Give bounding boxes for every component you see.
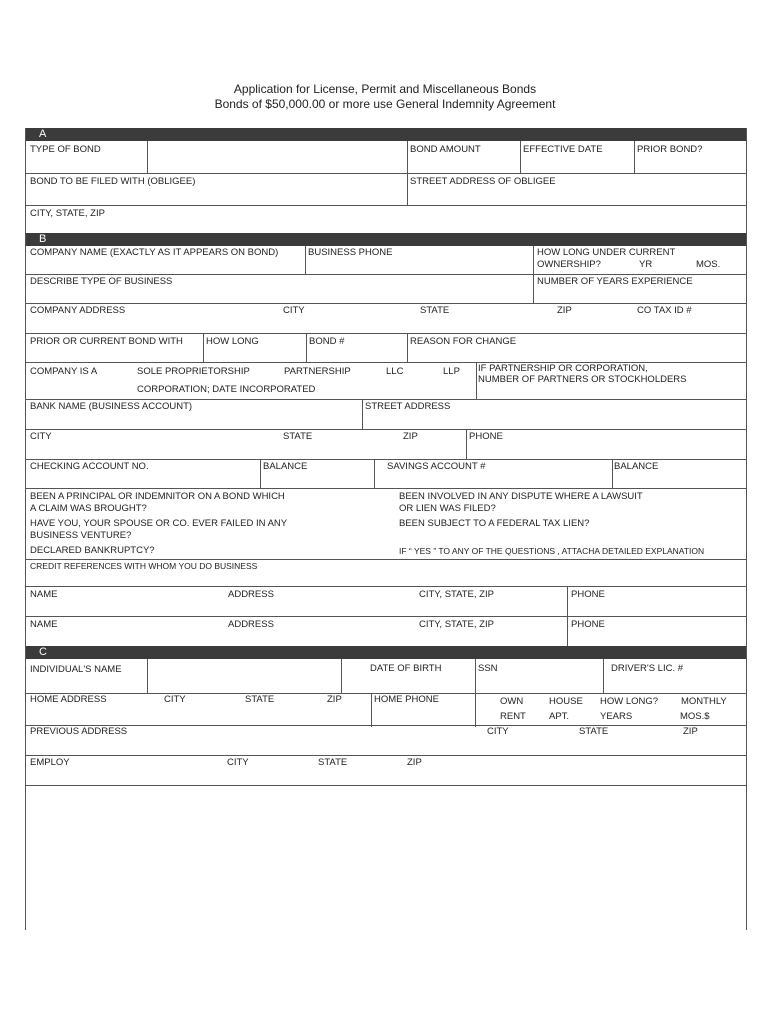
question-failed-label-2: BUSINESS VENTURE? (30, 530, 132, 541)
obligee-city-state-zip-label: CITY, STATE, ZIP (30, 208, 105, 219)
reference-1-address-label: ADDRESS (228, 589, 274, 600)
partnership-option[interactable]: PARTNERSHIP (284, 366, 351, 377)
section-b-header (26, 233, 746, 246)
rule (26, 303, 746, 304)
prior-bond-label: PRIOR BOND? (637, 144, 703, 155)
divider (407, 333, 408, 362)
previous-city-label: CITY (487, 726, 509, 737)
date-of-birth-label: DATE OF BIRTH (370, 663, 442, 674)
years-experience-label: NUMBER OF YEARS EXPERIENCE (537, 276, 693, 287)
employer-label: EMPLOY (30, 757, 70, 768)
divider (371, 693, 372, 727)
question-tax-lien-label: BEEN SUBJECT TO A FEDERAL TAX LIEN? (399, 518, 590, 529)
rule (26, 725, 746, 726)
divider (203, 333, 204, 362)
section-b-label: B (39, 233, 47, 245)
company-city-label: CITY (283, 305, 305, 316)
question-bankruptcy-label: DECLARED BANKRUPTCY? (30, 545, 155, 556)
bank-street-address-label: STREET ADDRESS (365, 401, 451, 412)
reference-1-name-label: NAME (30, 589, 58, 600)
bond-number-label: BOND # (309, 336, 345, 347)
divider (634, 141, 635, 173)
years-residence-label: YEARS (600, 711, 633, 722)
reference-2-address-label: ADDRESS (228, 619, 274, 630)
divider (374, 459, 375, 488)
rule (26, 205, 746, 206)
llc-option[interactable]: LLC (386, 366, 404, 377)
previous-address-label: PREVIOUS ADDRESS (30, 726, 128, 737)
section-c-label: C (39, 646, 47, 658)
months-label: MOS. (696, 259, 721, 270)
form-title: Application for License, Permit and Miscellaneous Bonds (233, 82, 537, 96)
question-claim-label-2: A CLAIM WAS BROUGHT? (30, 503, 147, 514)
how-long-ownership-label: HOW LONG UNDER CURRENT (537, 247, 676, 258)
rule (26, 755, 746, 756)
form-subtitle: Bonds of $50,000.00 or more use General Indemnity Agreement (214, 97, 556, 111)
detailed-explanation-note: IF “ YES ” TO ANY OF THE QUESTIONS , ATTACHA DETAILED EXPLANATION (399, 546, 705, 556)
question-claim-label: BEEN A PRINCIPAL OR INDEMNITOR ON A BOND WHICH (30, 491, 285, 502)
describe-business-label: DESCRIBE TYPE OF BUSINESS (30, 276, 173, 287)
divider (305, 246, 306, 274)
drivers-license-label: DRIVER'S LIC. # (611, 663, 684, 674)
home-phone-label: HOME PHONE (374, 694, 439, 705)
credit-references-label: CREDIT REFERENCES WITH WHOM YOU DO BUSINESS (30, 561, 258, 571)
rule (26, 459, 746, 460)
prior-bond-with-label: PRIOR OR CURRENT BOND WITH (30, 336, 183, 347)
bank-city-label: CITY (30, 431, 52, 442)
ssn-label: SSN (478, 663, 498, 674)
llp-option[interactable]: LLP (443, 366, 460, 377)
divider (466, 429, 467, 459)
divider (476, 362, 477, 399)
street-address-obligee-label: STREET ADDRESS OF OBLIGEE (410, 176, 556, 187)
divider (306, 333, 307, 362)
how-long-ownership-label-2: OWNERSHIP? (537, 259, 601, 270)
home-state-label: STATE (245, 694, 275, 705)
home-zip-label: ZIP (327, 694, 342, 705)
reference-2-city-state-zip-label: CITY, STATE, ZIP (419, 619, 494, 630)
divider (612, 459, 613, 488)
months-amount-label: MOS.$ (680, 711, 710, 722)
corporation-option[interactable]: CORPORATION; DATE INCORPORATED (137, 384, 316, 395)
home-city-label: CITY (164, 694, 186, 705)
reference-1-phone-label: PHONE (571, 589, 605, 600)
rent-option[interactable]: RENT (500, 711, 526, 722)
individual-name-field[interactable] (148, 659, 341, 693)
section-a-header (26, 128, 746, 141)
how-long-label: HOW LONG (206, 336, 259, 347)
previous-zip-label: ZIP (683, 726, 698, 737)
bank-zip-label: ZIP (403, 431, 418, 442)
employer-zip-label: ZIP (407, 757, 422, 768)
savings-balance-label: BALANCE (614, 461, 659, 472)
rule (26, 333, 746, 334)
company-is-a-label: COMPANY IS A (30, 366, 98, 377)
reference-2-phone-label: PHONE (571, 619, 605, 630)
divider (341, 659, 342, 693)
bank-phone-label: PHONE (469, 431, 503, 442)
rule (26, 399, 746, 400)
rule (26, 785, 746, 786)
rule (26, 559, 746, 560)
section-c-header (26, 646, 746, 659)
question-lawsuit-label: BEEN INVOLVED IN ANY DISPUTE WHERE A LAWSUIT (399, 491, 643, 502)
monthly-payment-label: MONTHLY (681, 696, 727, 707)
bond-application-form (25, 128, 747, 930)
reference-2-name-label: NAME (30, 619, 58, 630)
divider (603, 659, 604, 693)
type-of-bond-field[interactable] (148, 141, 406, 173)
sole-proprietorship-option[interactable]: SOLE PROPRIETORSHIP (137, 366, 250, 377)
checking-account-label: CHECKING ACCOUNT NO. (30, 461, 149, 472)
bank-state-label: STATE (283, 431, 313, 442)
question-lawsuit-label-2: OR LIEN WAS FILED? (399, 503, 496, 514)
reason-for-change-label: REASON FOR CHANGE (410, 336, 517, 347)
checking-balance-label: BALANCE (263, 461, 308, 472)
partners-count-label: IF PARTNERSHIP OR CORPORATION, (478, 363, 648, 374)
company-zip-label: ZIP (557, 305, 572, 316)
co-tax-id-label: CO TAX ID # (637, 305, 692, 316)
bond-filed-with-label: BOND TO BE FILED WITH (OBLIGEE) (30, 176, 196, 187)
how-long-residence-label: HOW LONG? (600, 696, 659, 707)
divider (260, 459, 261, 488)
house-option[interactable]: HOUSE (549, 696, 583, 707)
divider (147, 141, 148, 173)
bank-name-label: BANK NAME (BUSINESS ACCOUNT) (30, 401, 193, 412)
partners-count-label-2: NUMBER OF PARTNERS OR STOCKHOLDERS (478, 374, 687, 385)
rule (26, 173, 746, 174)
effective-date-label: EFFECTIVE DATE (523, 144, 603, 155)
employer-city-label: CITY (227, 757, 249, 768)
own-option[interactable]: OWN (500, 696, 524, 707)
type-of-bond-label: TYPE OF BOND (30, 144, 101, 155)
divider (362, 399, 363, 429)
rule (26, 488, 746, 489)
individual-name-label: INDIVIDUAL'S NAME (30, 664, 122, 675)
employer-state-label: STATE (318, 757, 348, 768)
bond-amount-label: BOND AMOUNT (410, 144, 481, 155)
apt-option[interactable]: APT. (549, 711, 570, 722)
company-name-label: COMPANY NAME (EXACTLY AS IT APPEARS ON BOND) (30, 247, 279, 258)
company-state-label: STATE (420, 305, 450, 316)
question-failed-label: HAVE YOU, YOUR SPOUSE OR CO. EVER FAILED IN ANY (30, 518, 288, 529)
previous-state-label: STATE (579, 726, 609, 737)
years-label: YR (639, 259, 653, 270)
rule (26, 586, 746, 587)
rule (26, 274, 746, 275)
rule (26, 429, 746, 430)
business-phone-label: BUSINESS PHONE (308, 247, 393, 258)
divider (520, 141, 521, 173)
rule (26, 616, 746, 617)
savings-account-label: SAVINGS ACCOUNT # (387, 461, 486, 472)
reference-1-city-state-zip-label: CITY, STATE, ZIP (419, 589, 494, 600)
company-address-label: COMPANY ADDRESS (30, 305, 126, 316)
section-a-label: A (39, 128, 47, 140)
home-address-label: HOME ADDRESS (30, 694, 107, 705)
